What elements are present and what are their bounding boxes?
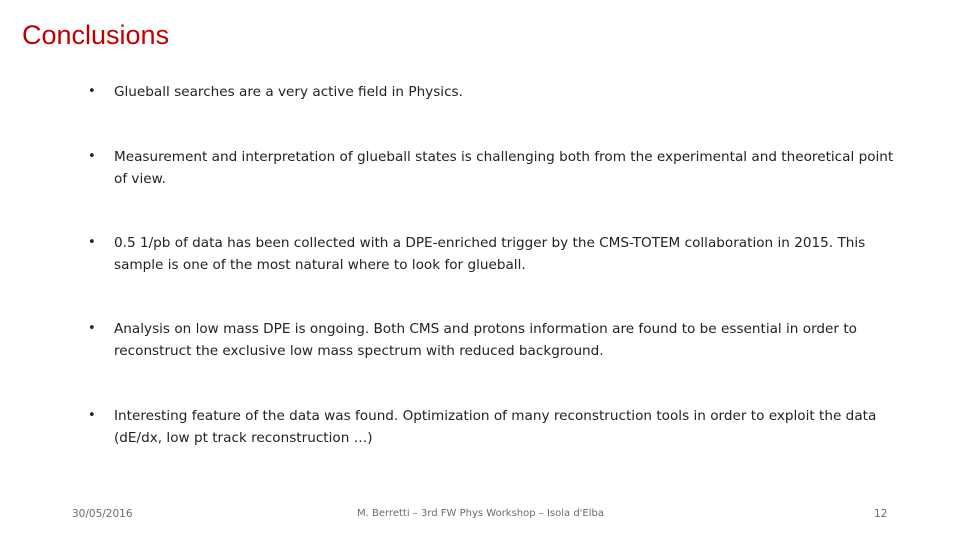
footer-presenter-event: M. Berretti – 3rd FW Phys Workshop – Isola d'Elba [357, 508, 604, 519]
bullet-item [88, 146, 908, 190]
bullet-icon: • [88, 321, 96, 336]
footer-page-number: 12 [874, 508, 888, 520]
footer-date: 30/05/2016 [72, 508, 133, 520]
bullet-item [88, 405, 908, 449]
bullet-icon: • [88, 235, 96, 250]
bullet-item [88, 81, 908, 103]
bullet-text: Analysis on low mass DPE is ongoing. Both CMS and protons information are found to be essential in order to reconstruct the exclusive low mass spectrum with reduced background. [114, 321, 857, 359]
bullet-text: Glueball searches are a very active field in Physics. [114, 84, 463, 100]
bullet-icon: • [88, 84, 96, 99]
bullet-text: 0.5 1/pb of data has been collected with a DPE-enriched trigger by the CMS-TOTEM collaboration in 2015. This sample is one of the most natural where to look for glueball. [114, 235, 866, 273]
bullet-item [88, 318, 908, 362]
bullet-text: Interesting feature of the data was found. Optimization of many reconstruction tools in order to exploit the data (dE/dx, low pt track reconstruction …) [114, 408, 877, 446]
bullet-text: Measurement and interpretation of glueball states is challenging both from the experimental and theoretical point of view. [114, 149, 894, 187]
bullet-item [88, 232, 908, 276]
slide-title: Conclusions [22, 20, 170, 50]
bullet-icon: • [88, 149, 96, 164]
bullet-icon: • [88, 408, 96, 423]
